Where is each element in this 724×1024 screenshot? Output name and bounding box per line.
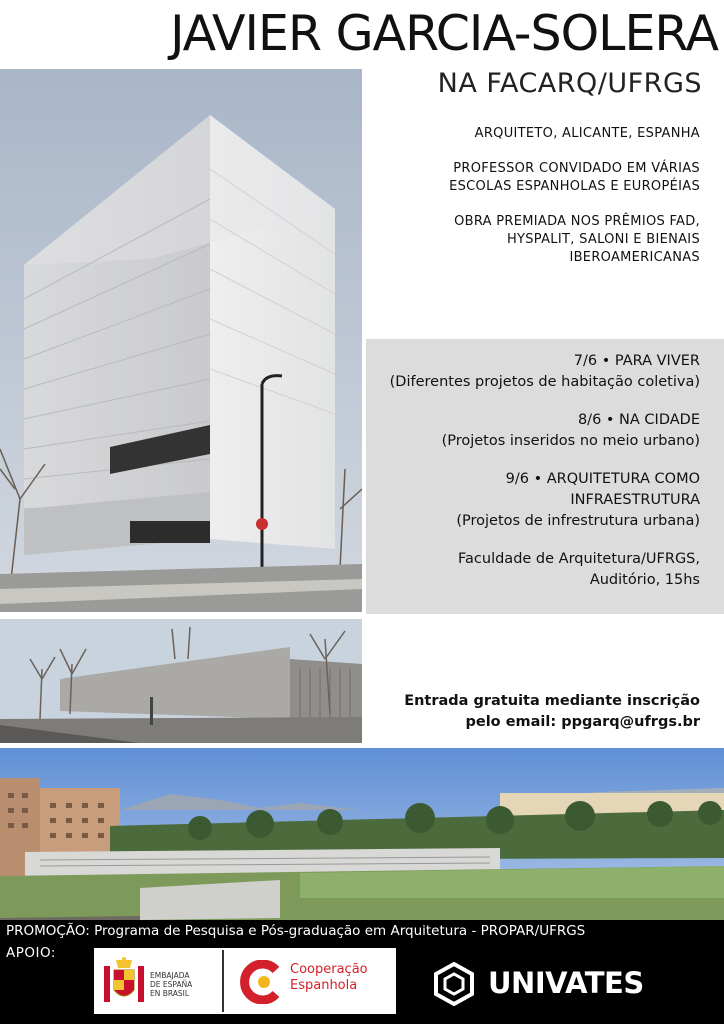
bio-line-teaching-b: ESCOLAS ESPANHOLAS E EUROPÉIAS <box>449 179 700 194</box>
support-label: APOIO: <box>6 945 56 961</box>
embassy-line-c: EN BRASIL <box>150 989 190 998</box>
poster-subtitle: NA FACARQ/UFRGS <box>437 68 702 99</box>
schedule-box <box>366 339 724 614</box>
landscape-photo <box>0 748 724 938</box>
entry-info <box>350 691 700 733</box>
venue-line-a: Faculdade de Arquitetura/UFRGS, <box>458 551 700 567</box>
bio-text <box>380 125 700 284</box>
cooperacao-line-b: Espanhola <box>290 978 358 993</box>
poster-title: JAVIER GARCIA-SOLERA <box>170 5 718 62</box>
event-2-title: 8/6 • NA CIDADE <box>577 412 700 428</box>
schedule-list <box>360 351 700 608</box>
bio-line-profession: ARQUITETO, ALICANTE, ESPANHA <box>474 126 700 141</box>
bio-line-teaching-a: PROFESSOR CONVIDADO EM VÁRIAS <box>453 161 700 176</box>
low-building-photo-graphic <box>0 619 362 743</box>
event-3-title-b: INFRAESTRUTURA <box>570 492 700 508</box>
promotion-line <box>6 922 585 940</box>
bio-line-awards-c: IBEROAMERICANAS <box>569 250 700 265</box>
promotion-label: PROMOÇÃO: <box>6 923 90 939</box>
entry-line-free: Entrada gratuita mediante inscrição <box>404 693 700 709</box>
low-building-photo <box>0 619 362 743</box>
event-1-description: (Diferentes projetos de habitação coletiva) <box>389 374 700 390</box>
univates-wordmark: UNIVATES <box>488 966 644 1000</box>
building-photo-graphic <box>0 69 362 612</box>
entry-line-email: pelo email: ppgarq@ufrgs.br <box>465 714 700 730</box>
cooperacao-logo-icon <box>238 960 282 1004</box>
logo-divider <box>222 950 224 1012</box>
univates-logo-icon <box>432 962 476 1006</box>
embassy-text <box>150 971 192 998</box>
embassy-line-a: EMBAJADA <box>150 971 190 980</box>
cooperacao-text <box>290 962 368 994</box>
building-photo <box>0 69 362 612</box>
spain-coat-of-arms-icon <box>102 956 146 1008</box>
cooperacao-line-a: Cooperação <box>290 962 368 977</box>
bio-line-awards-b: HYSPALIT, SALONI E BIENAIS <box>506 232 700 247</box>
venue-line-b: Auditório, 15hs <box>589 572 700 588</box>
promotion-text: Programa de Pesquisa e Pós-graduação em Arquitetura - PROPAR/UFRGS <box>94 923 586 939</box>
embassy-line-b: DE ESPAÑA <box>150 980 193 989</box>
event-1-title: 7/6 • PARA VIVER <box>573 353 700 369</box>
landscape-photo-graphic <box>0 748 724 938</box>
bio-line-awards-a: OBRA PREMIADA NOS PRÊMIOS FAD, <box>454 214 700 229</box>
event-3-title-a: 9/6 • ARQUITETURA COMO <box>505 471 700 487</box>
event-3-description: (Projetos de infrestrutura urbana) <box>456 513 700 529</box>
event-2-description: (Projetos inseridos no meio urbano) <box>441 433 700 449</box>
